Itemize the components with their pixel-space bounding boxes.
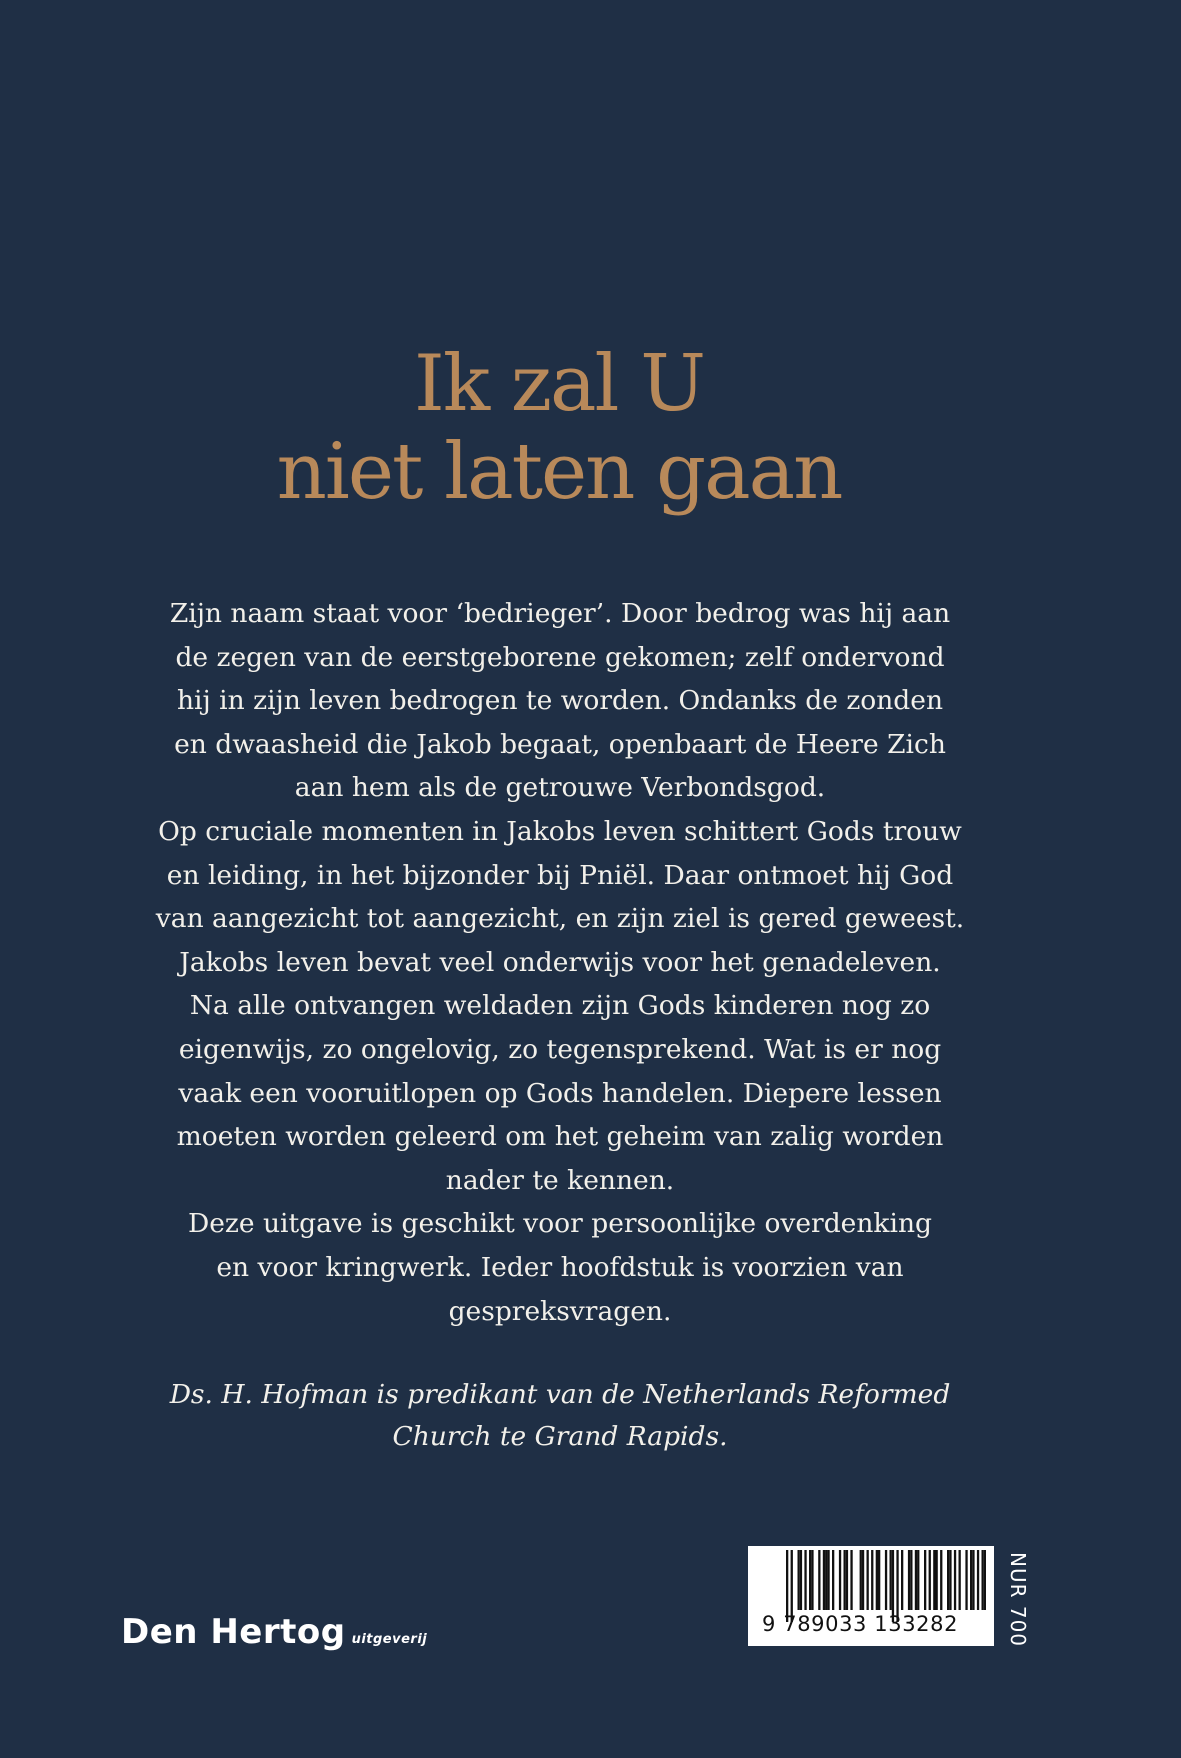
blurb-line: en leiding, in het bijzonder bij Pniël. Daar ontmoet hij God xyxy=(166,859,954,891)
title-line-2: niet laten gaan xyxy=(276,427,842,517)
barcode-bar xyxy=(800,1550,802,1610)
barcode-digits: 9 789033 133282 xyxy=(762,1612,959,1636)
blurb-line: gespreksvragen. xyxy=(448,1295,672,1327)
barcode-bar xyxy=(890,1550,892,1610)
barcode-bar xyxy=(917,1550,919,1610)
barcode-bar xyxy=(876,1550,878,1610)
barcode-bar xyxy=(936,1550,938,1610)
blurb xyxy=(140,592,980,1333)
barcode-bar xyxy=(977,1550,979,1610)
blurb-line: hij in zijn leven bedrogen te worden. Ondanks de zonden xyxy=(176,685,944,717)
barcode-bar xyxy=(871,1550,873,1610)
barcode-bar xyxy=(933,1550,935,1610)
barcode-bar xyxy=(818,1550,820,1610)
barcode-bar xyxy=(832,1550,834,1610)
barcode-bar xyxy=(804,1550,806,1610)
barcode-bar xyxy=(954,1550,956,1610)
blurb-line: Zijn naam staat voor ‘bedrieger’. Door bedrog was hij aan xyxy=(169,598,951,629)
barcode-bar xyxy=(862,1550,864,1610)
barcode-bar xyxy=(809,1550,811,1610)
barcode-bar xyxy=(839,1550,841,1610)
barcode-bar xyxy=(984,1550,986,1610)
barcode-bar xyxy=(970,1550,972,1610)
author-line-1: Ds. H. Hofman is predikant van de Netherlands Reformed xyxy=(169,1379,951,1410)
barcode-bar xyxy=(878,1550,880,1610)
barcode-bar xyxy=(860,1550,862,1610)
book-title xyxy=(0,340,1118,516)
barcode-bar xyxy=(940,1550,942,1610)
title-line-1: Ik zal U xyxy=(414,339,704,429)
barcode-bar xyxy=(910,1550,912,1610)
barcode-bar xyxy=(811,1550,813,1610)
barcode-bar xyxy=(915,1550,917,1610)
blurb-line: Deze uitgave is geschikt voor persoonlijke overdenking xyxy=(187,1208,933,1240)
blurb-line: en dwaasheid die Jakob begaat, openbaart de Heere Zich xyxy=(174,728,946,760)
blurb-line: aan hem als de getrouwe Verbondsgod. xyxy=(294,772,826,804)
isbn-barcode xyxy=(748,1546,994,1646)
barcode-bar xyxy=(959,1550,961,1610)
blurb-line: eigenwijs, zo ongelovig, zo tegensprekend. Wat is er nog xyxy=(178,1033,942,1065)
author-line-2: Church te Grand Rapids. xyxy=(392,1421,728,1452)
blurb-line: de zegen van de eerstgeborene gekomen; zelf ondervond xyxy=(175,641,945,673)
barcode-bar xyxy=(901,1550,903,1610)
barcode-bar xyxy=(844,1550,846,1610)
nur-code: NUR 700 xyxy=(1006,1552,1030,1648)
barcode-bar xyxy=(908,1550,910,1610)
barcode-bar xyxy=(965,1550,967,1610)
blurb-line: nader te kennen. xyxy=(445,1164,675,1196)
barcode-bar xyxy=(827,1550,829,1610)
barcode-bar xyxy=(850,1550,852,1610)
barcode-bar xyxy=(823,1550,825,1610)
publisher-subtitle: uitgeverij xyxy=(351,1632,428,1647)
blurb-line: en voor kringwerk. Ieder hoofdstuk is voorzien van xyxy=(216,1251,904,1283)
barcode-bar xyxy=(924,1550,926,1610)
barcode-bar xyxy=(867,1550,869,1610)
publisher-logo xyxy=(121,1612,427,1652)
blurb-line: Jakobs leven bevat veel onderwijs voor het genadeleven. xyxy=(179,946,941,978)
blurb-line: van aangezicht tot aangezicht, en zijn ziel is gered geweest. xyxy=(155,903,965,935)
barcode-bar xyxy=(929,1550,931,1610)
publisher-name: Den Hertog xyxy=(121,1612,346,1652)
blurb-line: moeten worden geleerd om het geheim van zalig worden xyxy=(176,1121,944,1153)
blurb-line: Na alle ontvangen weldaden zijn Gods kinderen nog zo xyxy=(189,990,931,1022)
barcode-bar xyxy=(798,1550,800,1610)
barcode-bar xyxy=(825,1550,827,1610)
barcode-bar xyxy=(982,1550,984,1610)
barcode-bar xyxy=(885,1550,887,1610)
blurb-line: vaak een vooruitlopen op Gods handelen. Diepere lessen xyxy=(178,1077,942,1109)
barcode-bar xyxy=(972,1550,974,1610)
barcode-bar xyxy=(947,1550,949,1610)
barcode-bar xyxy=(846,1550,848,1610)
barcode-bar xyxy=(949,1550,951,1610)
blurb-line: Op cruciale momenten in Jakobs leven schittert Gods trouw xyxy=(158,815,962,847)
author-note xyxy=(140,1374,980,1458)
